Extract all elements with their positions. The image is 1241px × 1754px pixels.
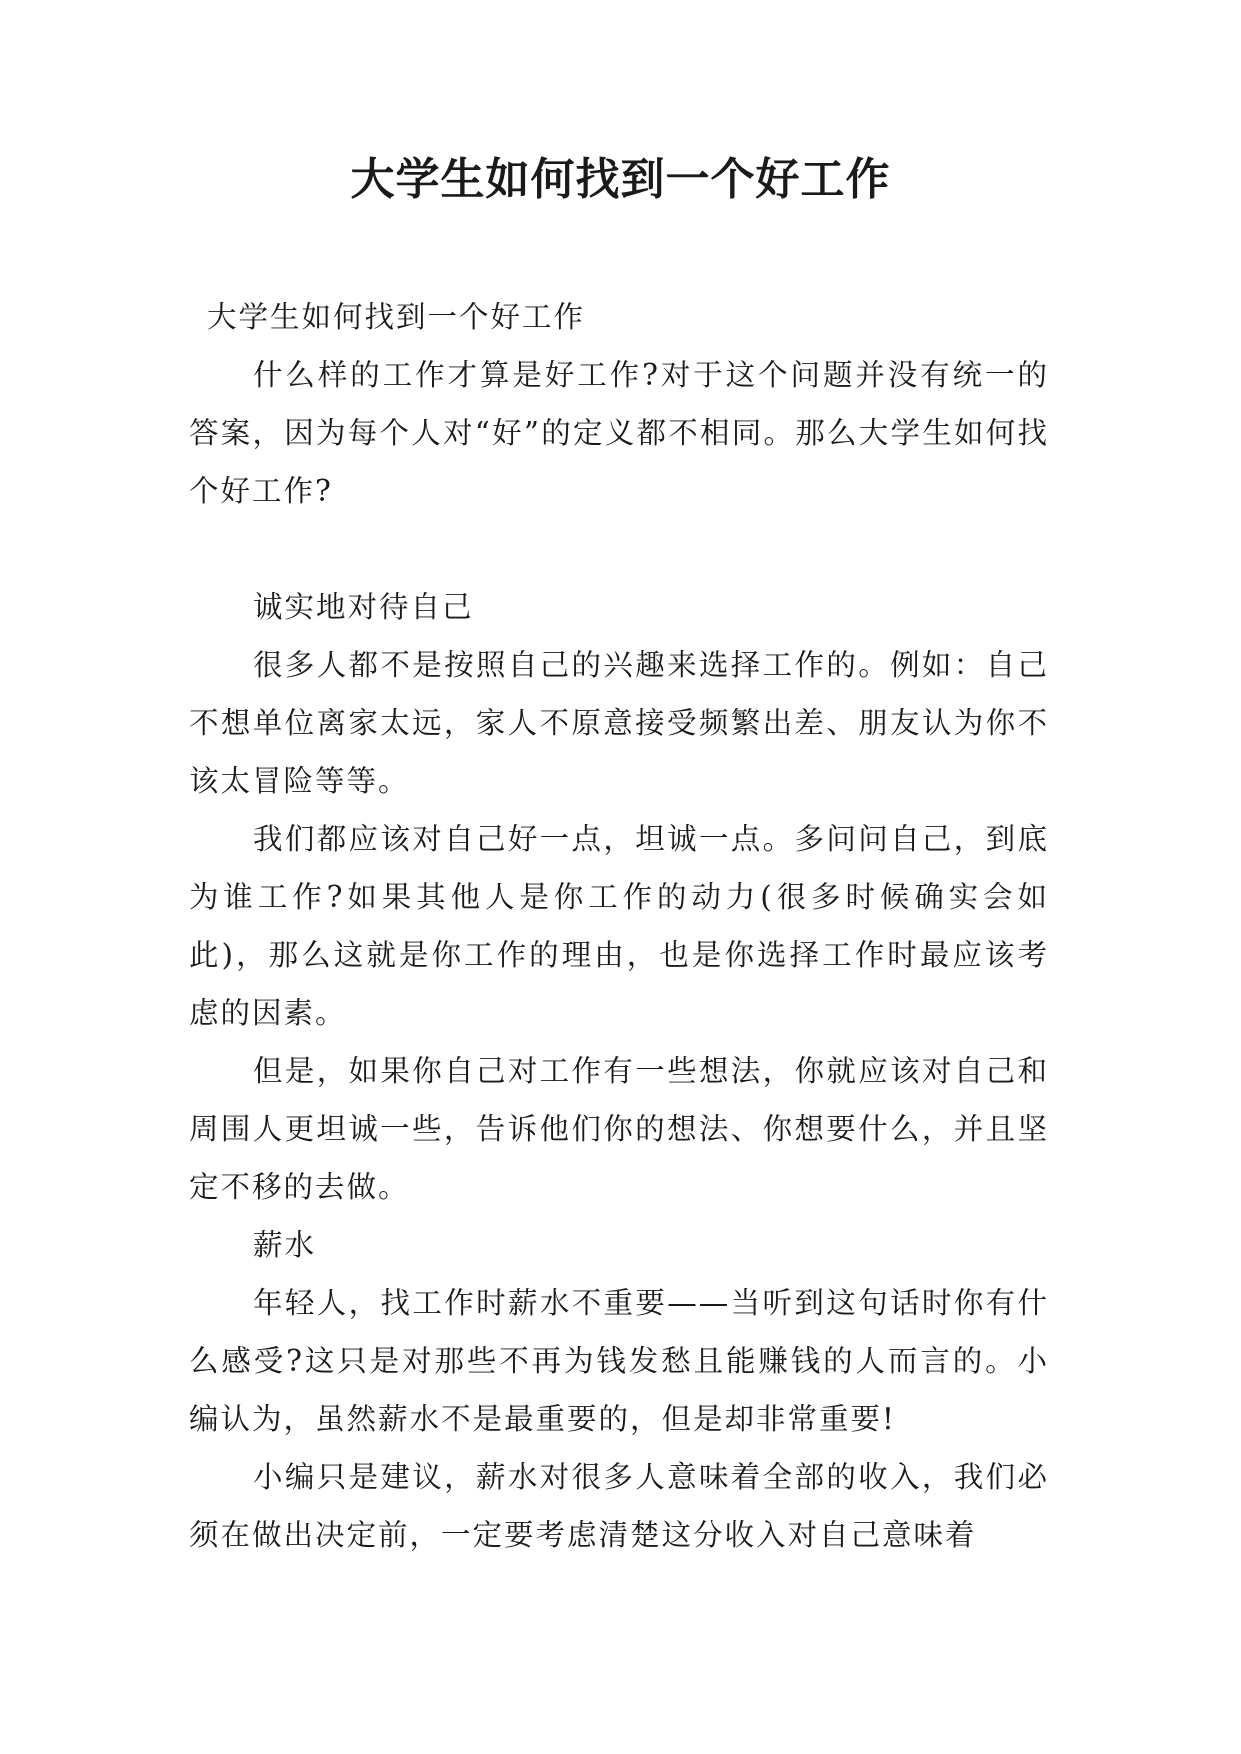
paragraph-own-ideas: 但是，如果你自己对工作有一些想法，你就应该对自己和周围人更坦诚一些，告诉他们你的想法、你想要什么，并且坚定不移的去做。 xyxy=(189,1054,1049,1204)
document-title: 大学生如何找到一个好工作 xyxy=(350,154,891,205)
section-heading-honesty: 诚实地对待自己 xyxy=(253,590,474,624)
paragraph-spacer xyxy=(189,520,1049,578)
paragraph-intro: 什么样的工作才算是好工作?对于这个问题并没有统一的答案，因为每个人对“好”的定义都不相同。那么大学生如何找个好工作? xyxy=(189,358,1049,508)
document-subtitle: 大学生如何找到一个好工作 xyxy=(207,300,586,334)
paragraph-be-honest: 我们都应该对自己好一点，坦诚一点。多问问自己，到底为谁工作?如果其他人是你工作的动力(很多时候确实会如此)，那么这就是你工作的理由，也是你选择工作时最应该考虑的因素。 xyxy=(189,822,1049,1030)
section-heading-salary: 薪水 xyxy=(253,1228,317,1262)
paragraph-salary-matters: 年轻人，找工作时薪水不重要——当听到这句话时你有什么感受?这只是对那些不再为钱发愁且能赚钱的人而言的。小编认为，虽然薪水不是最重要的，但是却非常重要! xyxy=(189,1286,1049,1436)
document-body xyxy=(189,288,1049,1564)
paragraph-salary-advice: 小编只是建议，薪水对很多人意味着全部的收入，我们必须在做出决定前，一定要考虑清楚这分收入对自己意味着 xyxy=(189,1460,1049,1552)
paragraph-interests: 很多人都不是按照自己的兴趣来选择工作的。例如：自己不想单位离家太远，家人不原意接受频繁出差、朋友认为你不该太冒险等等。 xyxy=(189,648,1049,798)
